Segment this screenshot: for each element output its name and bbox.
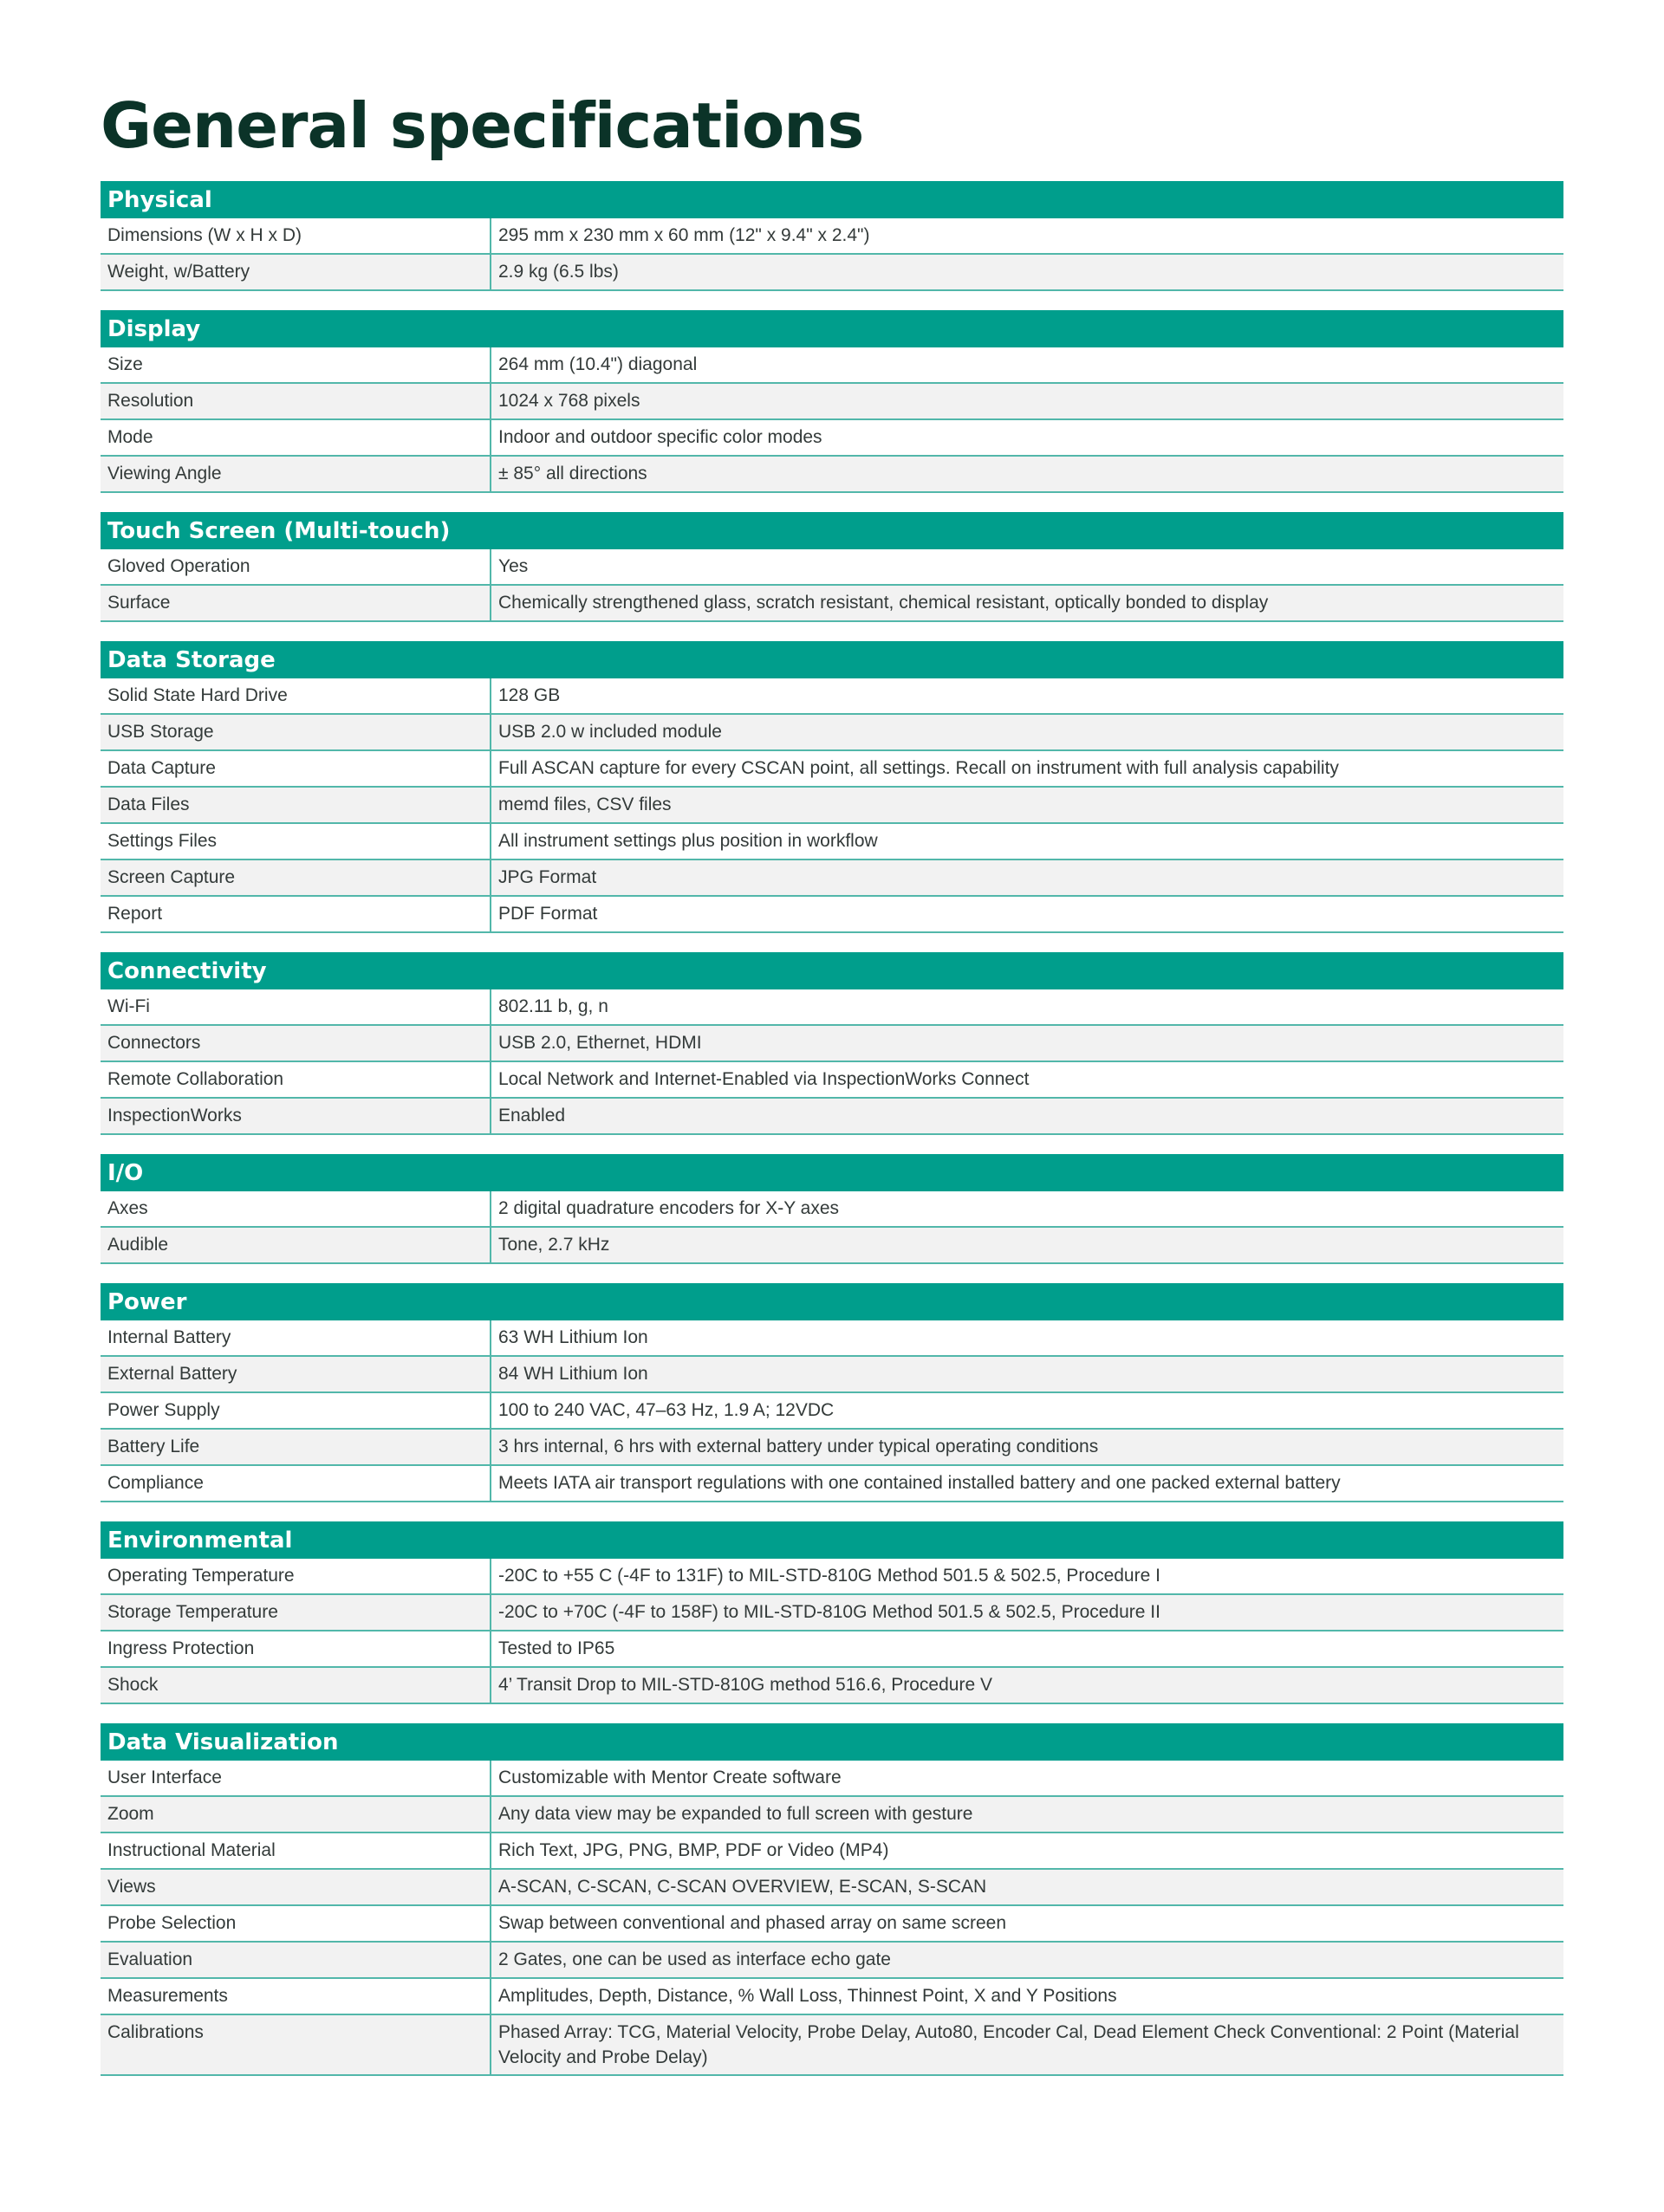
spec-label: Screen Capture <box>101 860 491 895</box>
spec-label: Solid State Hard Drive <box>101 678 491 713</box>
spec-table <box>101 989 1563 1135</box>
table-row <box>101 1595 1563 1631</box>
spec-label: Wi-Fi <box>101 989 491 1024</box>
spec-label: Instructional Material <box>101 1833 491 1868</box>
table-row <box>101 1668 1563 1704</box>
spec-label: Gloved Operation <box>101 549 491 584</box>
table-row <box>101 549 1563 586</box>
spec-value: 802.11 b, g, n <box>498 996 608 1016</box>
spec-value: PDF Format <box>498 904 598 924</box>
spec-value: 1024 x 768 pixels <box>498 391 640 411</box>
spec-label: Report <box>101 897 491 931</box>
spec-label: Connectors <box>101 1026 491 1061</box>
spec-value: Chemically strengthened glass, scratch resistant, chemical resistant, optically bonded to display <box>498 593 1269 613</box>
spec-section <box>101 641 1563 933</box>
spec-value: USB 2.0, Ethernet, HDMI <box>498 1033 702 1053</box>
spec-label: Size <box>101 347 491 382</box>
spec-section <box>101 1283 1563 1502</box>
spec-label: Audible <box>101 1228 491 1262</box>
spec-table <box>101 1559 1563 1704</box>
table-row <box>101 1559 1563 1595</box>
spec-value: All instrument settings plus position in workflow <box>498 831 878 851</box>
spec-value: ± 85° all directions <box>498 464 647 483</box>
spec-label: Measurements <box>101 1979 491 2014</box>
spec-label: Evaluation <box>101 1943 491 1977</box>
spec-label: Power Supply <box>101 1393 491 1428</box>
spec-value: USB 2.0 w included module <box>498 722 722 742</box>
section-header: Connectivity <box>101 952 1563 989</box>
table-row <box>101 1357 1563 1393</box>
spec-label: Dimensions (W x H x D) <box>101 218 491 253</box>
table-row <box>101 2015 1563 2076</box>
table-row <box>101 255 1563 291</box>
spec-label: Surface <box>101 586 491 620</box>
table-row <box>101 1099 1563 1135</box>
spec-label: Data Capture <box>101 751 491 786</box>
spec-table <box>101 1761 1563 2076</box>
spec-label: Compliance <box>101 1466 491 1501</box>
spec-label: Zoom <box>101 1797 491 1832</box>
section-header: Data Storage <box>101 641 1563 678</box>
section-header: I/O <box>101 1154 1563 1191</box>
table-row <box>101 1631 1563 1668</box>
spec-value: Tested to IP65 <box>498 1638 615 1658</box>
table-row <box>101 1906 1563 1943</box>
spec-value: 4’ Transit Drop to MIL-STD-810G method 516.6, Procedure V <box>498 1675 992 1695</box>
spec-value: 84 WH Lithium Ion <box>498 1364 648 1384</box>
spec-value: Any data view may be expanded to full screen with gesture <box>498 1804 973 1824</box>
spec-label: Viewing Angle <box>101 457 491 491</box>
spec-label: Probe Selection <box>101 1906 491 1941</box>
spec-value: Yes <box>498 556 529 576</box>
spec-label: Data Files <box>101 788 491 822</box>
spec-label: User Interface <box>101 1761 491 1795</box>
spec-value: 100 to 240 VAC, 47–63 Hz, 1.9 A; 12VDC <box>498 1400 835 1420</box>
spec-section <box>101 1723 1563 2076</box>
section-header: Physical <box>101 181 1563 218</box>
table-row <box>101 347 1563 384</box>
spec-value: Customizable with Mentor Create software <box>498 1768 842 1787</box>
spec-table <box>101 1191 1563 1264</box>
table-row <box>101 1228 1563 1264</box>
table-row <box>101 1191 1563 1228</box>
table-row <box>101 788 1563 824</box>
table-row <box>101 218 1563 255</box>
table-row <box>101 1062 1563 1099</box>
table-row <box>101 989 1563 1026</box>
spec-label: Views <box>101 1870 491 1904</box>
spec-value: Local Network and Internet-Enabled via InspectionWorks Connect <box>498 1069 1030 1089</box>
table-row <box>101 420 1563 457</box>
spec-page <box>101 0 1563 2095</box>
spec-label: Internal Battery <box>101 1320 491 1355</box>
spec-section <box>101 310 1563 493</box>
spec-value: 63 WH Lithium Ion <box>498 1327 648 1347</box>
spec-section <box>101 181 1563 291</box>
section-header: Display <box>101 310 1563 347</box>
spec-value: 264 mm (10.4") diagonal <box>498 354 698 374</box>
table-row <box>101 1430 1563 1466</box>
table-row <box>101 678 1563 715</box>
table-row <box>101 457 1563 493</box>
spec-value: Meets IATA air transport regulations with one contained installed battery and one packed external battery <box>498 1473 1341 1493</box>
spec-value: Phased Array: TCG, Material Velocity, Probe Delay, Auto80, Encoder Cal, Dead Element Check Conventional: 2 Point (Material Velocity and Probe Delay) <box>498 2022 1519 2067</box>
spec-value: Tone, 2.7 kHz <box>498 1235 610 1255</box>
spec-label: Settings Files <box>101 824 491 859</box>
spec-value: JPG Format <box>498 867 597 887</box>
table-row <box>101 586 1563 622</box>
table-row <box>101 715 1563 751</box>
spec-label: Remote Collaboration <box>101 1062 491 1097</box>
spec-label: Mode <box>101 420 491 455</box>
table-row <box>101 1320 1563 1357</box>
table-row <box>101 1761 1563 1797</box>
table-row <box>101 1833 1563 1870</box>
spec-value: memd files, CSV files <box>498 795 672 814</box>
spec-value: -20C to +70C (-4F to 158F) to MIL-STD-810G Method 501.5 & 502.5, Procedure II <box>498 1602 1160 1622</box>
table-row <box>101 384 1563 420</box>
spec-table <box>101 678 1563 933</box>
spec-label: Calibrations <box>101 2015 491 2074</box>
spec-label: Ingress Protection <box>101 1631 491 1666</box>
spec-label: Resolution <box>101 384 491 418</box>
spec-label: Shock <box>101 1668 491 1703</box>
table-row <box>101 1466 1563 1502</box>
spec-label: Axes <box>101 1191 491 1226</box>
spec-section <box>101 1154 1563 1264</box>
section-header: Power <box>101 1283 1563 1320</box>
spec-section <box>101 512 1563 622</box>
spec-value: 128 GB <box>498 685 561 705</box>
spec-section <box>101 1521 1563 1704</box>
spec-value: Indoor and outdoor specific color modes <box>498 427 822 447</box>
spec-label: USB Storage <box>101 715 491 749</box>
spec-table <box>101 218 1563 291</box>
page-title: General specifications <box>101 89 864 162</box>
table-row <box>101 860 1563 897</box>
spec-value: A-SCAN, C-SCAN, C-SCAN OVERVIEW, E-SCAN, S-SCAN <box>498 1877 987 1897</box>
section-header: Data Visualization <box>101 1723 1563 1761</box>
spec-value: Swap between conventional and phased array on same screen <box>498 1913 1007 1933</box>
spec-sections <box>101 181 1563 2076</box>
table-row <box>101 1797 1563 1833</box>
spec-label: Battery Life <box>101 1430 491 1464</box>
table-row <box>101 1870 1563 1906</box>
spec-value: -20C to +55 C (-4F to 131F) to MIL-STD-810G Method 501.5 & 502.5, Procedure I <box>498 1566 1160 1586</box>
spec-value: 295 mm x 230 mm x 60 mm (12" x 9.4" x 2.4") <box>498 225 870 245</box>
spec-table <box>101 347 1563 493</box>
table-row <box>101 751 1563 788</box>
spec-label: InspectionWorks <box>101 1099 491 1133</box>
table-row <box>101 897 1563 933</box>
spec-label: External Battery <box>101 1357 491 1391</box>
table-row <box>101 1943 1563 1979</box>
spec-value: 2.9 kg (6.5 lbs) <box>498 262 619 282</box>
spec-table <box>101 1320 1563 1502</box>
spec-label: Weight, w/Battery <box>101 255 491 289</box>
table-row <box>101 1979 1563 2015</box>
spec-value: 3 hrs internal, 6 hrs with external battery under typical operating conditions <box>498 1437 1099 1456</box>
spec-label: Operating Temperature <box>101 1559 491 1593</box>
spec-value: 2 Gates, one can be used as interface echo gate <box>498 1949 891 1969</box>
table-row <box>101 1393 1563 1430</box>
section-header: Environmental <box>101 1521 1563 1559</box>
table-row <box>101 824 1563 860</box>
section-header: Touch Screen (Multi-touch) <box>101 512 1563 549</box>
spec-value: Amplitudes, Depth, Distance, % Wall Loss, Thinnest Point, X and Y Positions <box>498 1986 1117 2006</box>
spec-section <box>101 952 1563 1135</box>
spec-table <box>101 549 1563 622</box>
spec-label: Storage Temperature <box>101 1595 491 1630</box>
spec-value: Rich Text, JPG, PNG, BMP, PDF or Video (MP4) <box>498 1840 889 1860</box>
spec-value: 2 digital quadrature encoders for X-Y axes <box>498 1198 840 1218</box>
table-row <box>101 1026 1563 1062</box>
spec-value: Full ASCAN capture for every CSCAN point, all settings. Recall on instrument with full analysis capability <box>498 758 1339 778</box>
spec-value: Enabled <box>498 1106 566 1125</box>
